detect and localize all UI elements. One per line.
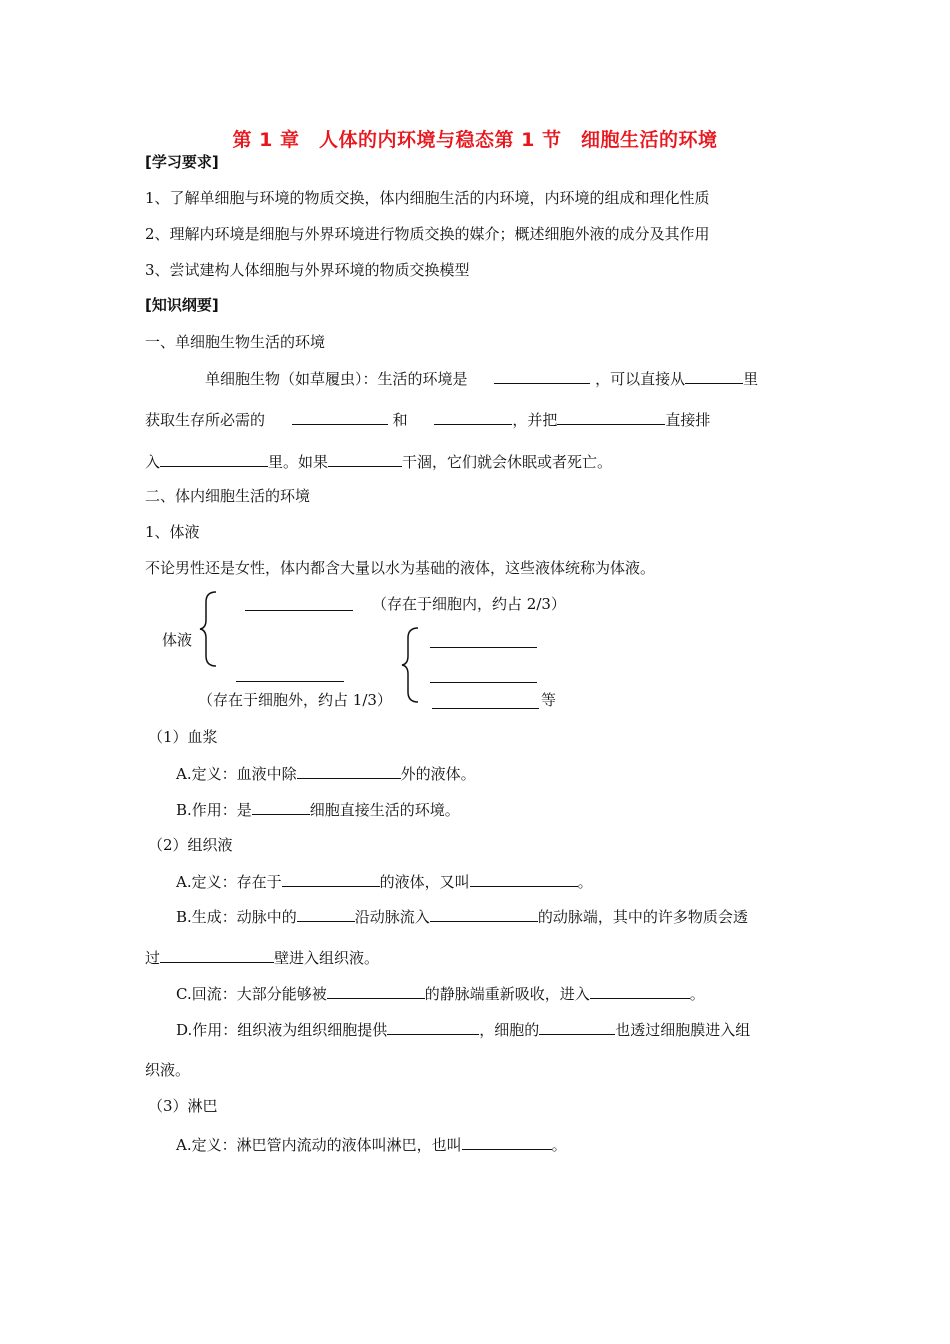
text-segment: 入 [145,453,161,471]
text-segment: 。 [551,1136,567,1154]
text-segment: B.作用：是 [176,801,252,819]
text-segment: 的液体，又叫 [379,873,470,891]
text-segment: 壁进入组织液。 [274,949,380,967]
paragraph-line [176,1019,750,1040]
paragraph-line [176,871,593,892]
text-segment: A.定义：淋巴管内流动的液体叫淋巴，也叫 [176,1136,462,1154]
fill-blank[interactable] [494,368,590,384]
text-segment: 。 [577,873,593,891]
part1-heading: 一、单细胞生物生活的环境 [145,333,326,351]
text-segment: 织液。 [145,1061,191,1079]
text-segment: 过 [145,949,161,967]
plasma-heading: （1）血浆 [148,728,218,746]
text-segment: ，并把 [512,411,558,429]
diagram-root-label: 体液 [162,631,193,649]
extracellular-component-blank[interactable] [430,681,537,683]
subheading-body-fluid: 1、体液 [145,523,200,541]
lymph-heading: （3）淋巴 [148,1097,218,1115]
fill-blank[interactable] [434,409,512,425]
page-title: 第 1 章 人体的内环境与稳态第 1 节 细胞生活的环境 [232,129,718,151]
text-segment: 的动脉端，其中的许多物质会透 [537,908,748,926]
fill-blank[interactable] [685,368,743,384]
text-segment: 细胞直接生活的环境。 [309,801,460,819]
extracellular-component-blank[interactable] [432,707,539,709]
text-segment: ，细胞的 [479,1021,540,1039]
text-segment: 单细胞生物（如草履虫）：生活的环境是 [205,370,468,388]
text-segment: 里。如果 [268,453,329,471]
text-segment: 外的液体。 [400,765,476,783]
fill-blank[interactable] [470,871,578,887]
text-segment: A.定义：存在于 [176,873,282,891]
requirement-3: 3、尝试建构人体细胞与外界环境的物质交换模型 [145,261,470,279]
fill-blank[interactable] [462,1134,552,1150]
text-segment: 里 [743,370,759,388]
requirement-2: 2、理解内环境是细胞与外界环境进行物质交换的媒介；概述细胞外液的成分及其作用 [145,225,710,243]
extracellular-note: （存在于细胞外，约占 1/3） [198,691,392,709]
text-segment: 和 [392,411,408,429]
fill-blank[interactable] [590,983,690,999]
text-segment: A.定义：血液中除 [176,765,297,783]
fill-blank[interactable] [160,947,274,963]
paragraph-line [176,983,705,1004]
text-segment: D.作用：组织液为组织细胞提供 [176,1021,388,1039]
fill-blank[interactable] [252,799,310,815]
fill-blank[interactable] [292,409,388,425]
fill-blank[interactable] [387,1019,479,1035]
right-brace-icon [400,626,422,704]
paragraph-line [176,799,460,820]
text-segment: 干涸，它们就会休眠或者死亡。 [402,453,613,471]
fill-blank[interactable] [539,1019,615,1035]
outline-header: [知识纲要] [145,296,219,314]
paragraph-line [176,906,748,927]
requirements-header: [学习要求] [145,153,219,171]
text-segment: B.生成：动脉中的 [176,908,297,926]
intracellular-note: （存在于细胞内，约占 2/3） [372,595,566,613]
text-segment: 也透过细胞膜进入组 [615,1021,751,1039]
fill-blank[interactable] [430,906,538,922]
text-segment: ，可以直接从 [595,370,686,388]
paragraph-line [145,409,710,430]
fill-blank[interactable] [557,409,665,425]
fill-blank[interactable] [282,871,380,887]
body-fluid-intro: 不论男性还是女性，体内都含大量以水为基础的液体，这些液体统称为体液。 [145,559,656,577]
text-segment: 沿动脉流入 [354,908,430,926]
fill-blank[interactable] [297,763,401,779]
fill-blank[interactable] [328,451,402,467]
requirement-1: 1、了解单细胞与环境的物质交换，体内细胞生活的内环境，内环境的组成和理化性质 [145,189,710,207]
left-brace-icon [198,590,220,668]
extracellular-component-blank[interactable] [430,646,537,648]
text-segment: 的静脉端重新吸收，进入 [424,985,590,1003]
part2-heading: 二、体内细胞生活的环境 [145,487,311,505]
diagram-etc: 等 [541,691,557,709]
text-segment: 获取生存所必需的 [145,411,266,429]
tissue-fluid-heading: （2）组织液 [148,836,233,854]
intracellular-blank[interactable] [245,609,353,611]
text-segment: 直接排 [665,411,711,429]
extracellular-blank[interactable] [236,680,344,682]
fill-blank[interactable] [297,906,355,922]
text-segment: 。 [689,985,705,1003]
fill-blank[interactable] [327,983,425,999]
paragraph-line [145,1060,190,1080]
paragraph-line [145,451,612,472]
paragraph-line [205,368,758,389]
paragraph-line [145,947,379,968]
text-segment: C.回流：大部分能够被 [176,985,327,1003]
paragraph-line [176,1134,567,1155]
paragraph-line [176,763,476,784]
fill-blank[interactable] [160,451,268,467]
